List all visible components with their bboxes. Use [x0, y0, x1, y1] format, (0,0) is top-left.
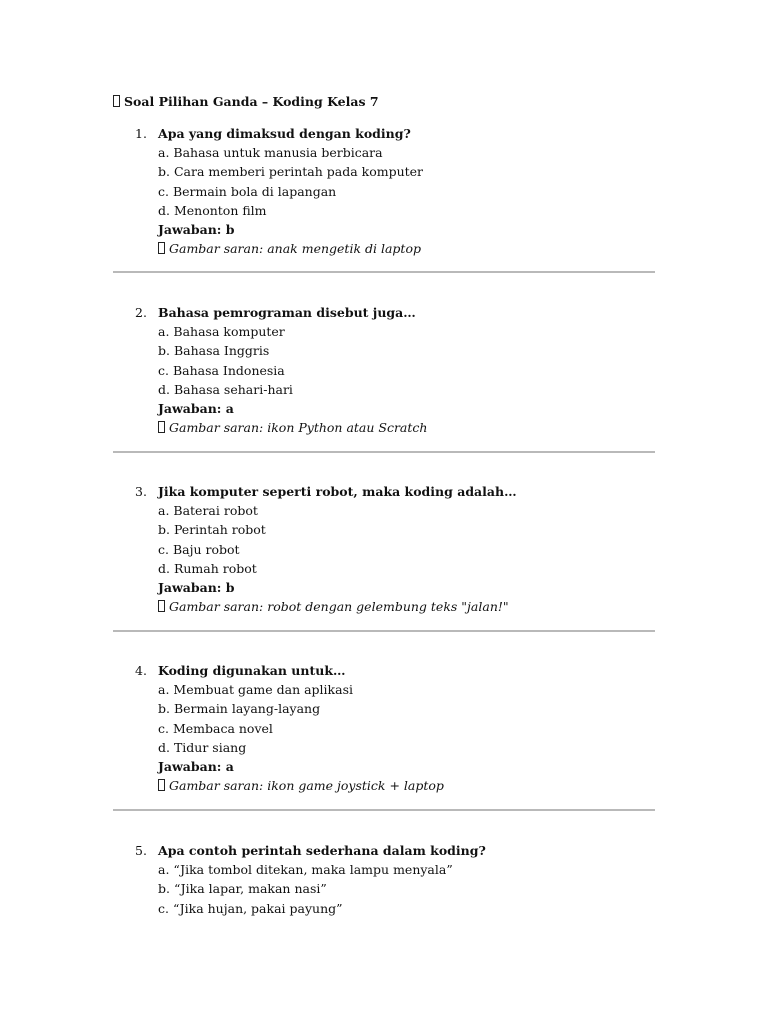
image-suggestion-text: Gambar saran: ikon game joystick + laptop [169, 778, 444, 794]
question-number: 2. [135, 305, 147, 320]
document-title-text: Soal Pilihan Ganda – Koding Kelas 7 [124, 94, 379, 109]
question-2 [113, 303, 658, 437]
question-1 [113, 124, 658, 258]
option-c: c. Membaca novel [158, 720, 273, 736]
image-suggestion-text: Gambar saran: robot dengan gelembung teks "jalan!" [169, 599, 509, 615]
question-text: Apa yang dimaksud dengan koding? [158, 126, 411, 141]
question-text: Koding digunakan untuk… [158, 663, 346, 678]
question-header [113, 841, 658, 860]
image-suggestion [113, 597, 658, 616]
option-c: c. Baju robot [158, 541, 240, 557]
question-number: 4. [135, 663, 147, 678]
option-b: b. Perintah robot [158, 522, 266, 538]
option-a: a. Membuat game dan aplikasi [158, 682, 353, 698]
section-divider [113, 809, 655, 811]
missing-glyph-icon [113, 95, 120, 107]
question-number: 3. [135, 484, 147, 499]
missing-glyph-icon [158, 242, 165, 254]
option-d: d. Bahasa sehari-hari [158, 381, 293, 397]
question-text: Jika komputer seperti robot, maka koding adalah… [158, 484, 517, 499]
question-header [113, 303, 658, 322]
option-d: d. Menonton film [158, 202, 267, 218]
question-3 [113, 482, 658, 616]
option-c: c. Bahasa Indonesia [158, 362, 285, 378]
option-b: b. “Jika lapar, makan nasi” [158, 881, 327, 897]
missing-glyph-icon [158, 779, 165, 791]
image-suggestion [113, 239, 658, 258]
image-suggestion-text: Gambar saran: ikon Python atau Scratch [169, 420, 428, 436]
option-d: d. Tidur siang [158, 739, 247, 755]
option-a: a. Bahasa untuk manusia berbicara [158, 145, 383, 161]
option-a: a. Bahasa komputer [158, 324, 285, 340]
option-a: a. “Jika tombol ditekan, maka lampu menyala” [158, 862, 453, 878]
question-number: 1. [135, 126, 147, 141]
image-suggestion [113, 776, 658, 795]
answer-key: Jawaban: a [158, 400, 234, 416]
option-c: c. “Jika hujan, pakai payung” [158, 900, 343, 916]
answer-key: Jawaban: b [158, 221, 235, 237]
missing-glyph-icon [158, 600, 165, 612]
question-text: Bahasa pemrograman disebut juga… [158, 305, 416, 320]
image-suggestion [113, 418, 658, 437]
question-text: Apa contoh perintah sederhana dalam koding? [158, 843, 486, 858]
section-divider [113, 271, 655, 273]
option-b: b. Bermain layang-layang [158, 701, 321, 717]
option-d: d. Rumah robot [158, 560, 257, 576]
option-a: a. Baterai robot [158, 503, 258, 519]
question-header [113, 661, 658, 680]
option-b: b. Cara memberi perintah pada komputer [158, 164, 424, 180]
option-b: b. Bahasa Inggris [158, 343, 270, 359]
document-title [113, 93, 379, 111]
question-header [113, 482, 658, 501]
question-4 [113, 661, 658, 795]
answer-key: Jawaban: a [158, 758, 234, 774]
section-divider [113, 630, 655, 632]
answer-key: Jawaban: b [158, 579, 235, 595]
question-number: 5. [135, 843, 147, 858]
image-suggestion-text: Gambar saran: anak mengetik di laptop [169, 241, 421, 257]
missing-glyph-icon [158, 421, 165, 433]
question-5 [113, 841, 658, 918]
section-divider [113, 451, 655, 453]
question-header [113, 124, 658, 143]
option-c: c. Bermain bola di lapangan [158, 183, 337, 199]
